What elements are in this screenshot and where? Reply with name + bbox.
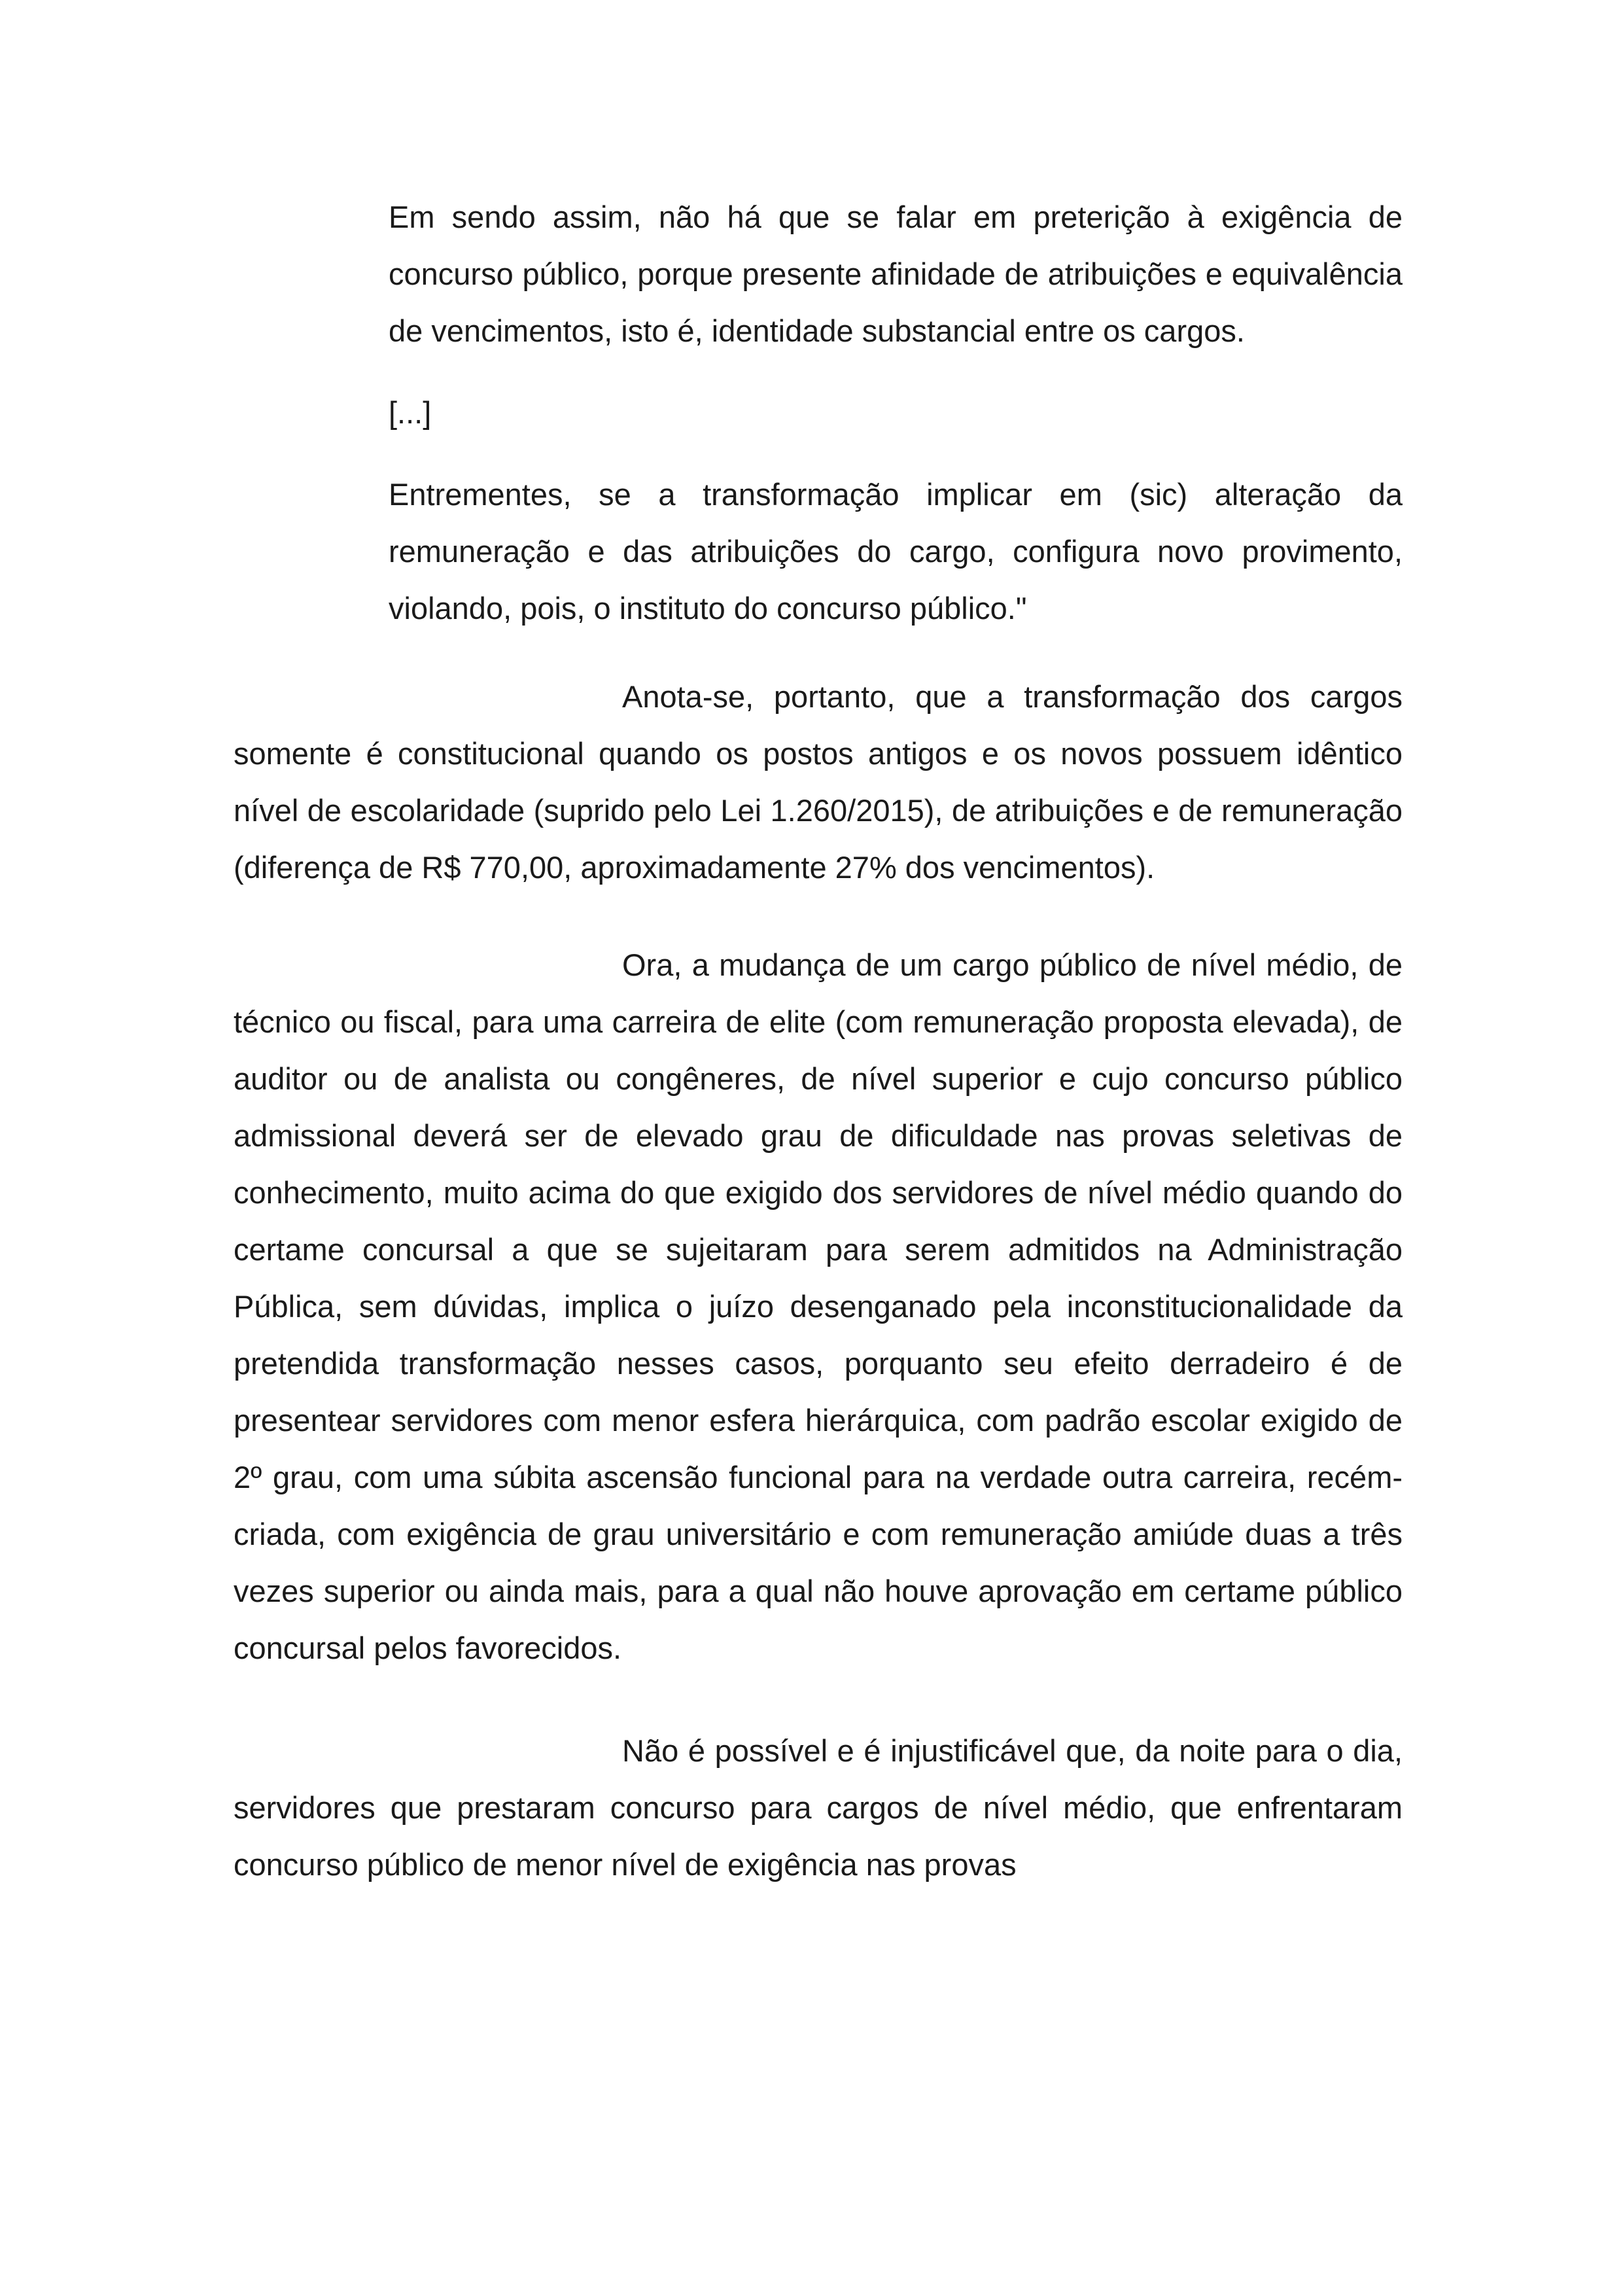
body-paragraph-2: Ora, a mudança de um cargo público de nível médio, de técnico ou fiscal, para uma carreira de elite (com remuneração proposta elevada), de auditor ou de analista ou congêneres, de nível superior e cujo concurso público admissional deverá ser de elevado grau de dificuldade nas provas seletivas de conhecimento, muito acima do que exigido dos servidores de nível médio quando do certame concursal a que se sujeitaram para serem admitidos na Administração Pública, sem dúvidas, implica o juízo desenganado pela inconstitucionalidade da pretendida transformação nesses casos, porquanto seu efeito derradeiro é de presentear servidores com menor esfera hierárquica, com padrão escolar exigido de 2º grau, com uma súbita ascensão funcional para na verdade outra carreira, recém-criada, com exigência de grau universitário e com remuneração amiúde duas a três vezes superior ou ainda mais, para a qual não houve aprovação em certame público concursal pelos favorecidos. [234, 947, 1403, 1665]
quote-ellipsis: [...] [389, 395, 432, 430]
document-body [234, 188, 1403, 1893]
body-paragraph-1: Anota-se, portanto, que a transformação dos cargos somente é constitucional quando os postos antigos e os novos possuem idêntico nível de escolaridade (suprido pelo Lei 1.260/2015), de atribuições e de remuneração (diferença de R$ 770,00, aproximadamente 27% dos vencimentos). [234, 679, 1403, 885]
quote-paragraph-2: Entrementes, se a transformação implicar em (sic) alteração da remuneração e das atribuições do cargo, configura novo provimento, violando, pois, o instituto do concurso público." [389, 477, 1403, 626]
quote-paragraph-1: Em sendo assim, não há que se falar em preterição à exigência de concurso público, porque presente afinidade de atribuições e equivalência de vencimentos, isto é, identidade substancial entre os cargos. [389, 200, 1403, 348]
body-paragraph-3: Não é possível e é injustificável que, da noite para o dia, servidores que prestaram concurso para cargos de nível médio, que enfrentaram concurso público de menor nível de exigência nas provas [234, 1733, 1403, 1882]
